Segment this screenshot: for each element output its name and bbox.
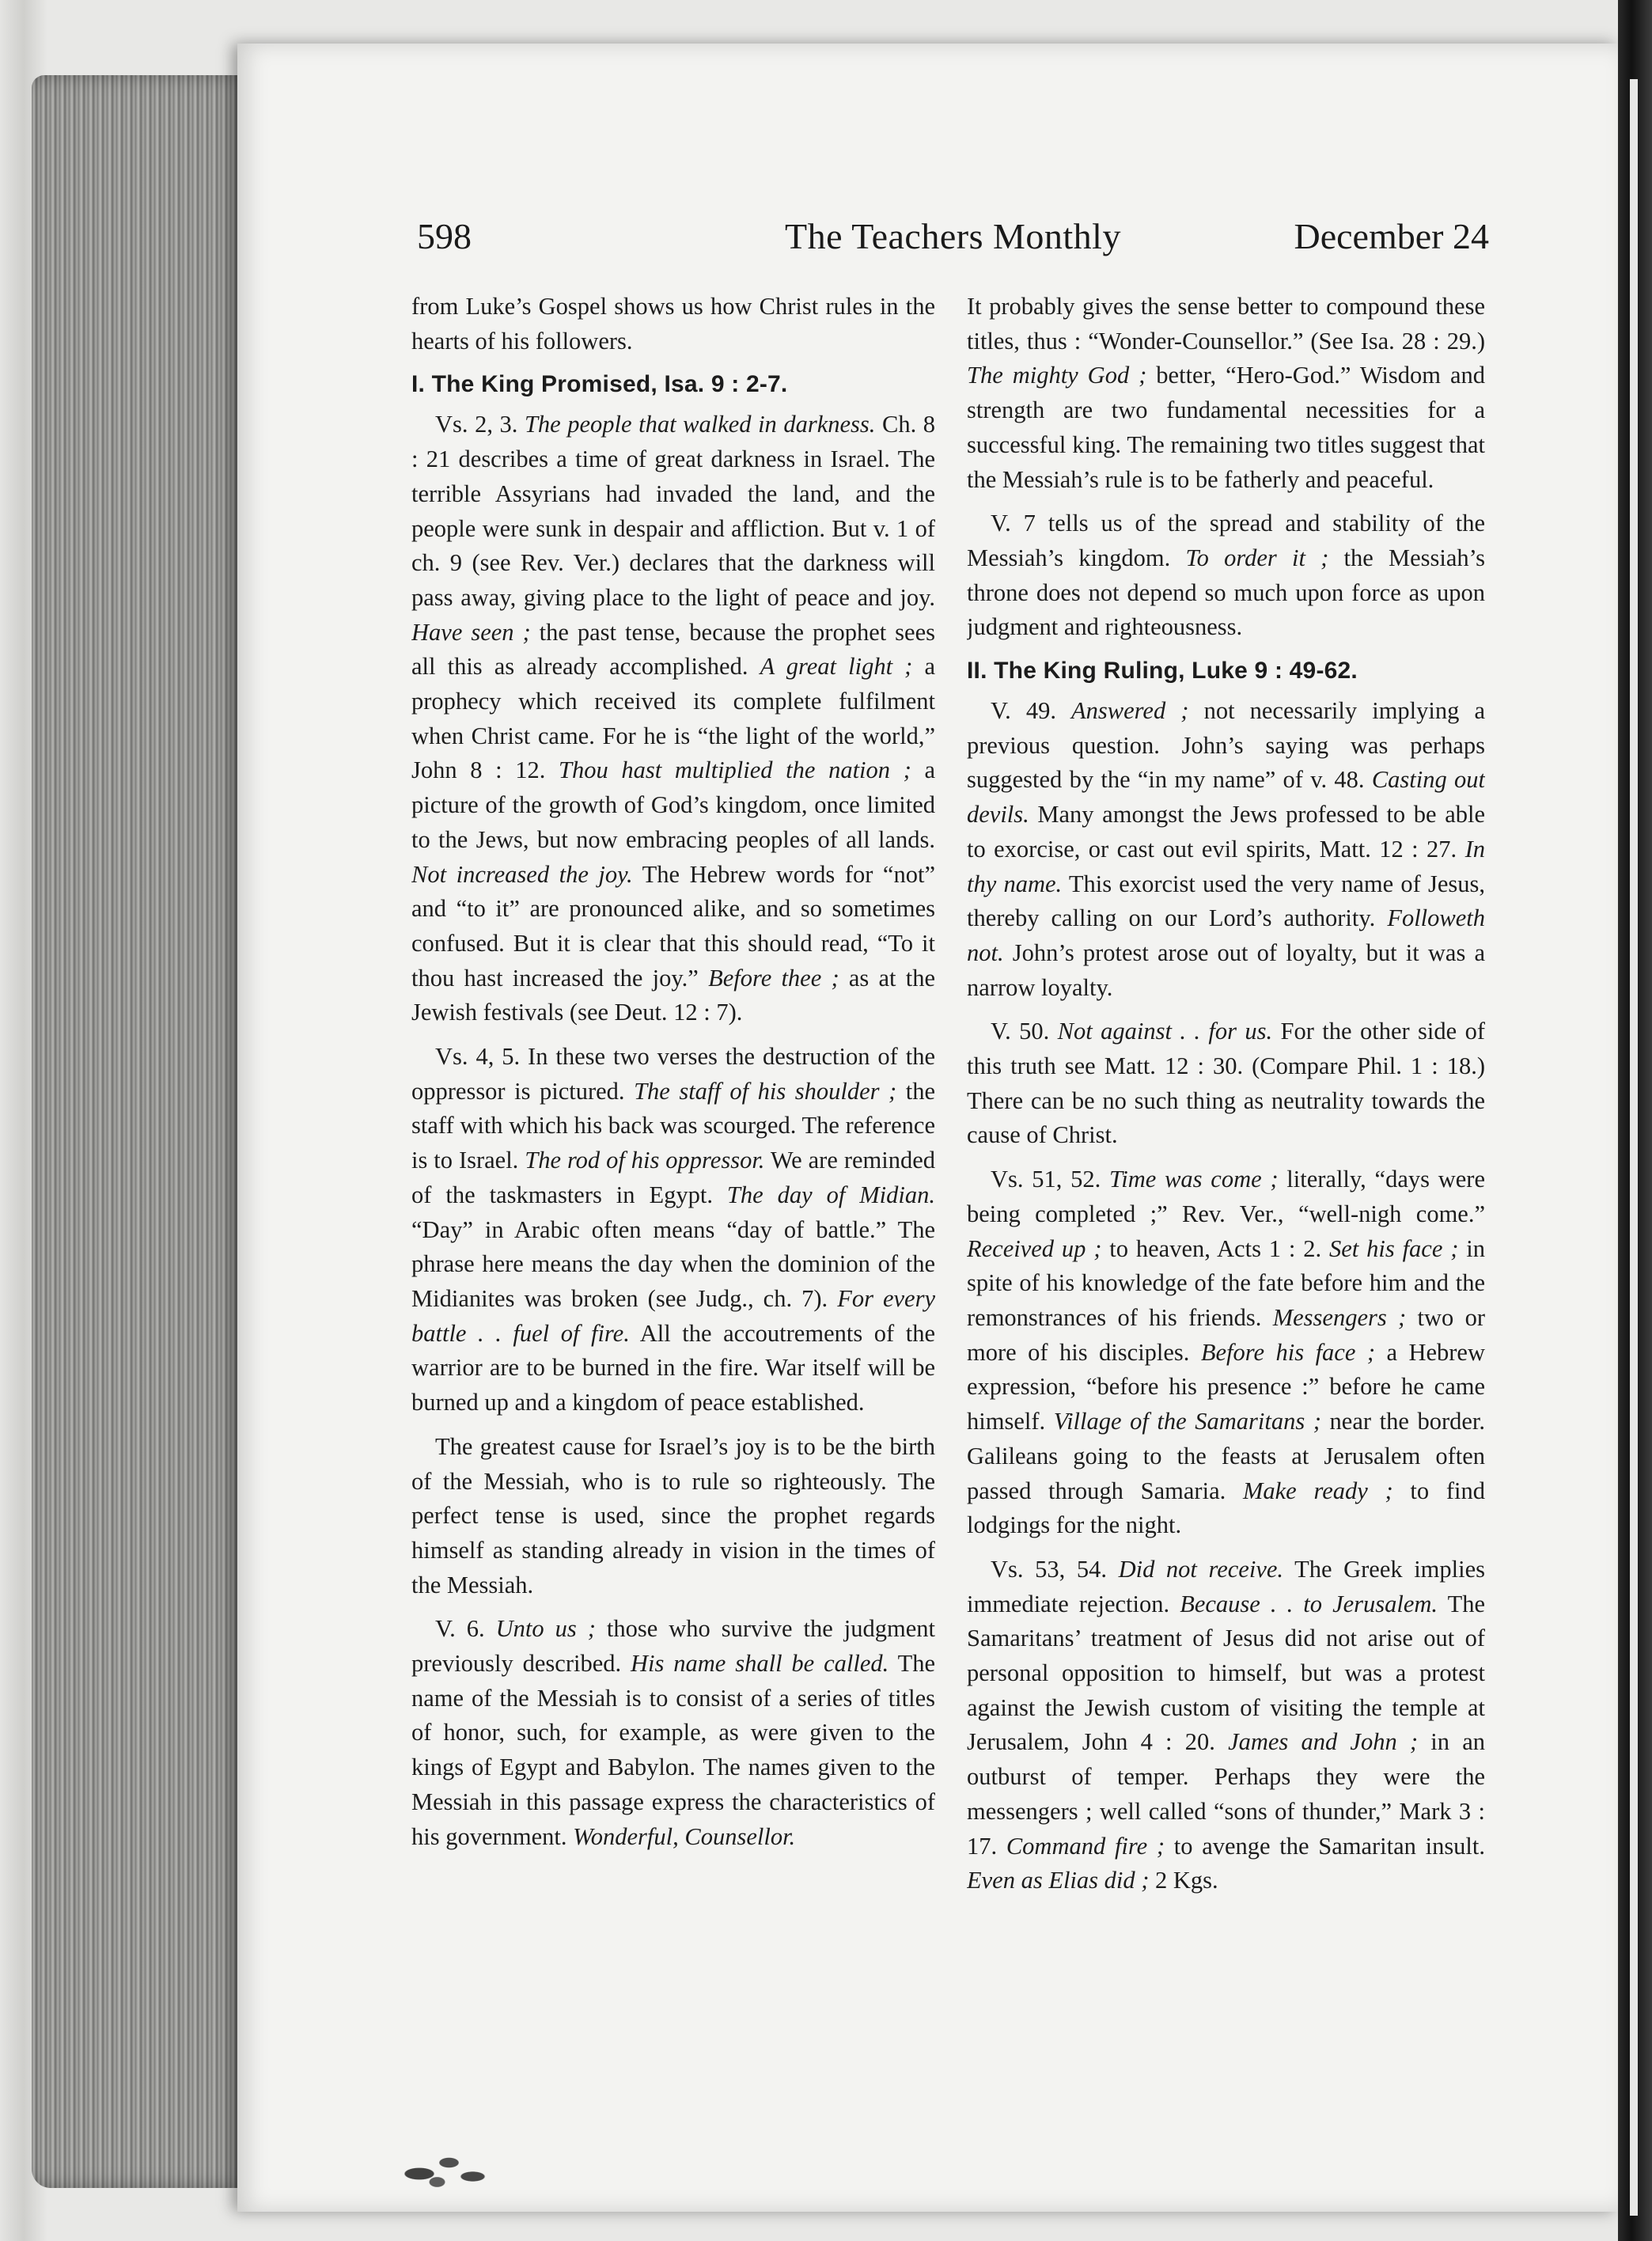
facing-page-edge [1630, 79, 1638, 2216]
paragraph-israels-joy: The greatest cause for Israel’s joy is to be the birth of the Messiah, who is to rule so righteously. The perfect tense is used, since the prophet regards himself as standing already in vision in the times of the Messiah. [411, 1432, 935, 1598]
issue-date: December 24 [1294, 216, 1489, 256]
paragraph-v-50: V. 50. Not against . . for us. For the other side of this truth see Matt. 12 : 30. (Compare Phil. 1 : 18.) There can be no such thing as neutrality towards the cause of Christ. [967, 1018, 1485, 1149]
intro-paragraph: from Luke’s Gospel shows us how Christ rules in the hearts of his followers. [411, 293, 935, 355]
book-page-edges [32, 75, 245, 2188]
section-heading-king-promised: I. The King Promised, Isa. 9 : 2-7. [411, 371, 788, 398]
section-heading-king-ruling: II. The King Ruling, Luke 9 : 49-62. [967, 658, 1358, 684]
journal-title: The Teachers Monthly [785, 216, 1121, 256]
paragraph-vs-53-54: Vs. 53, 54. Did not receive. The Greek implies immediate rejection. Because . . to Jerusalem. The Samaritans’ treatment of Jesus did not arise out of personal opposition to himself, but was a protest against the Jewish custom of visiting the temple at Jerusalem, John 4 : 20. James and John ; in an outburst of temper. Perhaps they were the messengers ; well called “sons of thunder,” Mark 3 : 17. Command fire ; to avenge the Samaritan insult. Even as Elias did ; 2 Kgs. [967, 1555, 1485, 1894]
paragraph-v-7: V. 7 tells us of the spread and stability of the Messiah’s kingdom. To order it ; the Messiah’s throne does not depend so much upon force as upon judgment and righteousness. [967, 510, 1485, 641]
paragraph-vs-4-5: Vs. 4, 5. In these two verses the destruction of the oppressor is pictured. The staff of his shoulder ; the staff with which his back was scourged. The reference is to Israel. The rod of his oppressor. We are reminded of the taskmasters in Egypt. The day of Midian. “Day” in Arabic often means “day of battle.” The phrase here means the day when the dominion of the Midianites was broken (see Judg., ch. 7). For every battle . . fuel of fire. All the accoutrements of the warrior are to be burned in the fire. War itself will be burned up and a kingdom of peace established. [411, 1043, 935, 1416]
paragraph-titles-continued: It probably gives the sense better to compound these titles, thus : “Wonder-Counsellor.” (See Isa. 28 : 29.) The mighty God ; better, “Hero-God.” Wisdom and strength are two fundamental necessities for a successful king. The remaining two titles suggest that the Messiah’s rule is to be fatherly and peaceful. [967, 293, 1485, 493]
paragraph-v-49: V. 49. Answered ; not necessarily implying a previous question. John’s saying was perhaps suggested by the “in my name” of v. 48. Casting out devils. Many amongst the Jews professed to be able to exorcise, or cast out evil spirits, Matt. 12 : 27. In thy name. This exorcist used the very name of Jesus, thereby calling on our Lord’s authority. Followeth not. John’s protest arose out of loyalty, but it was a narrow loyalty. [967, 697, 1485, 1001]
running-head [417, 215, 1489, 271]
left-column [411, 290, 935, 2133]
right-column [967, 290, 1485, 2133]
paragraph-vs-2-3: Vs. 2, 3. The people that walked in darkness. Ch. 8 : 21 describes a time of great darkness in Israel. The terrible Assyrians had invaded the land, and the people were sunk in despair and affliction. But v. 1 of ch. 9 (see Rev. Ver.) declares that the darkness will pass away, giving place to the light of peace and joy. Have seen ; the past tense, because the prophet sees all this as already accomplished. A great light ; a prophecy which received its complete fulfilment when Christ came. For he is “the light of the world,” John 8 : 12. Thou hast multiplied the nation ; a picture of the growth of God’s kingdom, once limited to the Jews, but now embracing peoples of all lands. Not increased the joy. The Hebrew words for “not” and “to it” are pronounced alike, and so sometimes confused. But it is clear that this should read, “To it thou hast increased the joy.” Before thee ; as at the Jewish festivals (see Deut. 12 : 7). [411, 411, 935, 1026]
paragraph-vs-51-52: Vs. 51, 52. Time was come ; literally, “days were being completed ;” Rev. Ver., “well-nigh come.” Received up ; to heaven, Acts 1 : 2. Set his face ; in spite of his knowledge of the fate before him and the remonstrances of his friends. Messengers ; two or more of his disciples. Before his face ; a Hebrew expression, “before his presence :” before he came himself. Village of the Samaritans ; near the border. Galileans going to the feasts at Jerusalem often passed through Samaria. Make ready ; to find lodgings for the night. [967, 1166, 1485, 1539]
ink-smudge [384, 2141, 502, 2196]
page-number: 598 [417, 216, 472, 256]
paragraph-v-6: V. 6. Unto us ; those who survive the judgment previously described. His name shall be called. The name of the Messiah is to consist of a series of titles of honor, such, for example, as were given to the kings of Egypt and Babylon. The names given to the Messiah in this passage express the characteristics of his government. Wonderful, Counsellor. [411, 1615, 935, 1850]
